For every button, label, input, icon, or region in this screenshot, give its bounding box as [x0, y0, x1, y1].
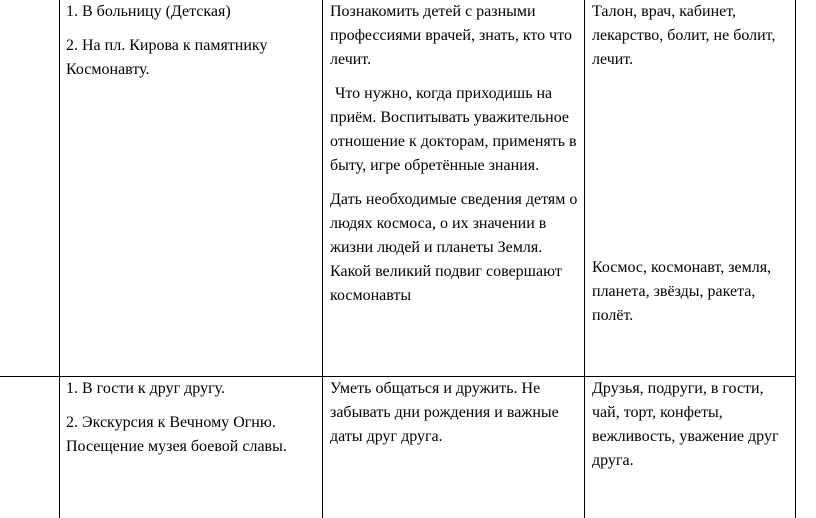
row2-activity-cell — [66, 377, 318, 459]
row2-activity-1: 1. В гости к друг другу. — [66, 380, 226, 397]
row1-goals-cell — [330, 0, 580, 308]
row2-activity-2: 2. Экскурсия к Вечному Огню. Посещение музея боевой славы. — [66, 414, 287, 455]
row2-goals-cell — [330, 377, 580, 449]
row2-vocabulary-1: Друзья, подруги, в гости, чай, торт, конфеты, вежливость, уважение друг друга. — [592, 380, 779, 469]
table-right-border — [795, 0, 796, 518]
row1-goal-3: Дать необходимые сведения детям о людях космоса, о их значении в жизни людей и планеты Земля. Какой великий подвиг совершают космонавты — [330, 191, 578, 304]
column-divider-2 — [584, 0, 585, 518]
row1-activity-cell — [66, 0, 316, 82]
row1-vocabulary-cell — [592, 0, 792, 324]
row1-goal-2: Что нужно, когда приходишь на приём. Воспитывать уважительное отношение к докторам, применять в быту, игре обретённые знания. — [330, 85, 577, 174]
table-left-border — [59, 0, 60, 518]
column-divider-1 — [322, 0, 323, 518]
row1-activity-1: 1. В больницу (Детская) — [66, 3, 231, 20]
row2-goal-1: Уметь общаться и дружить. Не забывать дни рождения и важные даты друг друга. — [330, 380, 559, 445]
row1-vocabulary-2: Космос, космонавт, земля, планета, звёзды, ракета, полёт. — [592, 259, 772, 324]
row2-vocabulary-cell — [592, 377, 792, 473]
row1-vocabulary-1: Талон, врач, кабинет, лекарство, болит, не болит, лечит. — [592, 3, 776, 68]
row1-goal-1: Познакомить детей с разными профессиями врачей, знать, кто что лечит. — [330, 3, 572, 68]
row1-activity-2: 2. На пл. Кирова к памятнику Космонавту. — [66, 37, 268, 78]
